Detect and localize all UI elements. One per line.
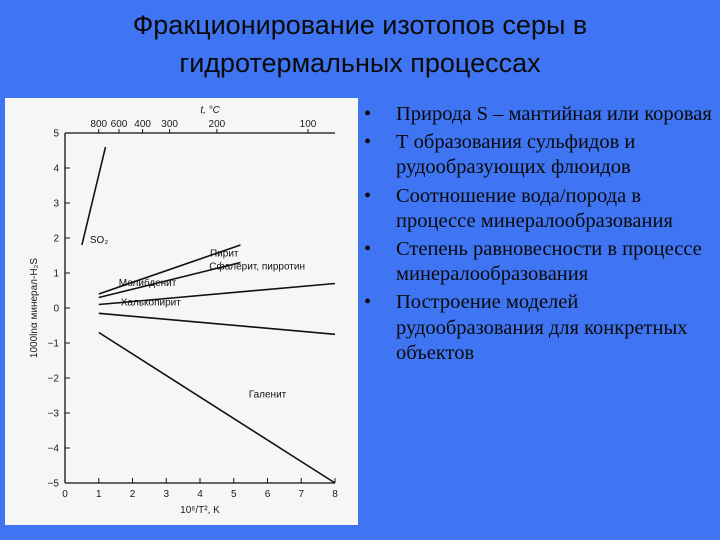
x-tick-label: 3 [163, 489, 170, 500]
top-tick-label: 600 [110, 119, 128, 130]
x-tick-label: 6 [264, 489, 271, 500]
series-label: Пирит [209, 248, 239, 260]
series-label: SO₂ [89, 235, 109, 246]
series-label: Молибденит [118, 278, 177, 289]
y-axis-title: 1000lnα минерал-H₂S [29, 257, 40, 359]
bullet-marker: • [364, 291, 372, 314]
chart-svg [5, 98, 358, 525]
series-label: Галенит [248, 389, 287, 401]
y-tick-label: −1 [47, 338, 59, 350]
y-tick-label: 4 [53, 163, 59, 175]
x-tick-label: 7 [298, 489, 305, 500]
x-tick-label: 5 [230, 489, 237, 500]
x-tick-label: 0 [62, 489, 68, 500]
bullet-text: Степень равновесности в процессе минералообразования [396, 238, 702, 286]
top-axis-title: t, °C [200, 105, 220, 116]
series-line-6 [99, 333, 335, 484]
series-label: Халькопирит [120, 297, 181, 309]
bullet-list [364, 102, 716, 369]
x-tick-label: 4 [197, 489, 203, 500]
bullet-item [364, 237, 716, 287]
series-label: Сфалерит, пирротин [209, 261, 305, 273]
title-line-1: Фракционирование изотопов серы в [132, 10, 588, 40]
y-tick-label: 3 [53, 198, 59, 210]
top-tick-label: 200 [208, 119, 226, 130]
y-tick-label: −2 [47, 373, 59, 385]
bullet-item [364, 130, 716, 180]
top-tick-label: 800 [90, 119, 108, 130]
top-tick-label: 100 [299, 119, 317, 130]
slide-title [40, 6, 680, 82]
bullet-item [364, 102, 716, 127]
x-tick-label: 8 [332, 489, 338, 500]
y-tick-label: −4 [47, 443, 59, 455]
series-line-5 [99, 313, 335, 334]
isotope-fractionation-chart [5, 98, 358, 525]
title-line-2: гидротермальных процессах [179, 48, 541, 78]
series-line-1 [82, 147, 109, 246]
bullet-marker: • [364, 238, 372, 261]
bullet-marker: • [364, 131, 372, 154]
y-tick-label: −5 [47, 478, 59, 490]
y-tick-label: −3 [47, 408, 59, 420]
x-axis-title: 10⁶/T², K [180, 505, 220, 516]
bullet-text: Соотношение вода/порода в процессе минералообразования [396, 184, 673, 232]
bullet-item [364, 290, 716, 366]
bullet-item [364, 184, 716, 234]
y-tick-label: 1 [53, 268, 59, 280]
top-tick-label: 300 [161, 119, 178, 130]
y-tick-label: 2 [53, 233, 59, 245]
x-tick-label: 2 [129, 489, 136, 500]
top-tick-label: 400 [134, 119, 151, 130]
y-tick-label: 5 [53, 128, 59, 140]
y-tick-label: 0 [53, 303, 59, 315]
bullet-marker: • [364, 184, 372, 207]
bullet-text: Природа S – мантийная или коровая [396, 103, 712, 125]
x-tick-label: 1 [95, 489, 102, 500]
bullet-marker: • [364, 103, 372, 125]
bullet-text: Т образования сульфидов и рудообразующих флюидов [396, 131, 636, 179]
bullet-text: Построение моделей рудообразования для конкретных объектов [396, 291, 688, 364]
